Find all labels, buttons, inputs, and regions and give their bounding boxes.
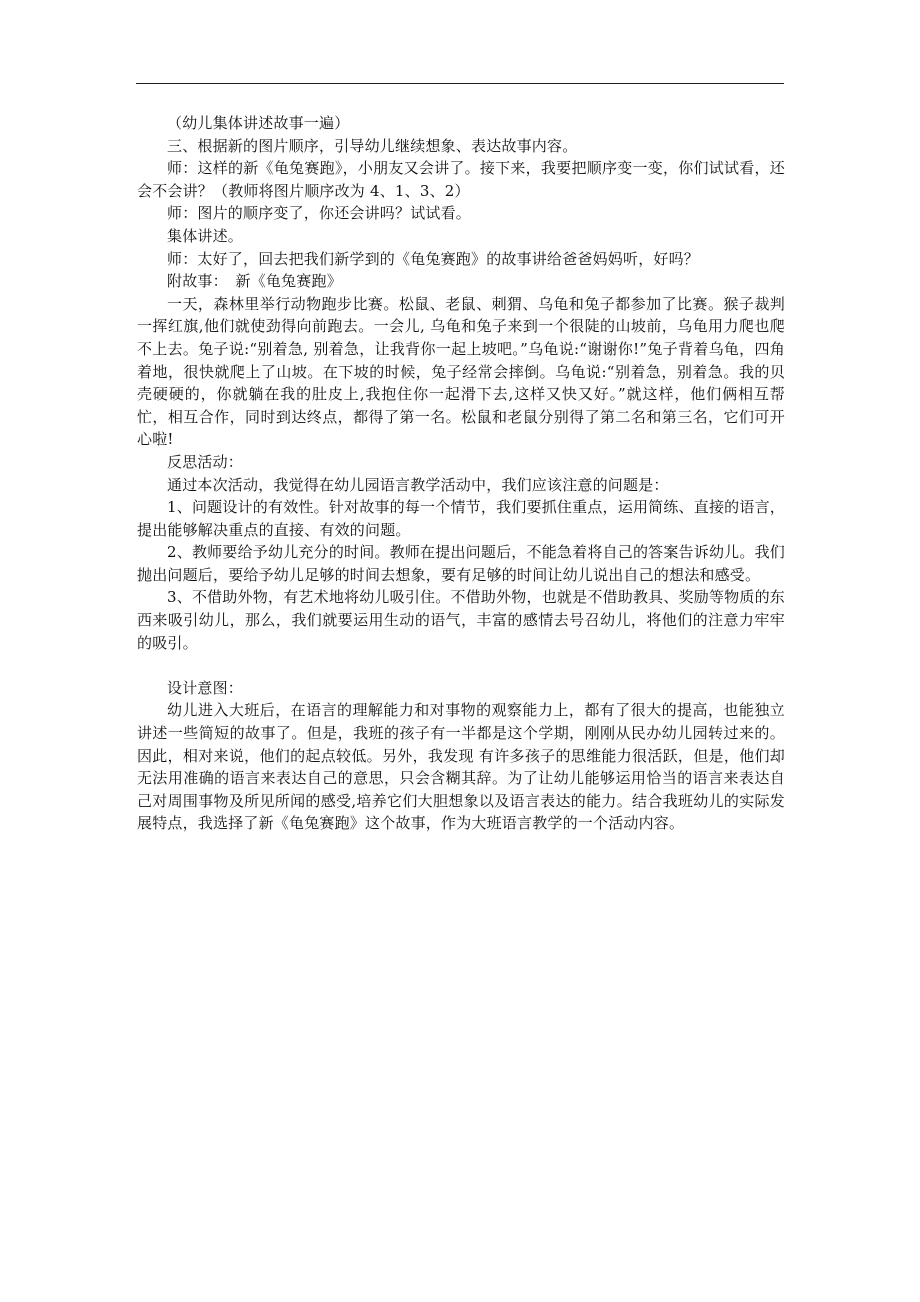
paragraph-reflection-point-2: 2、教师要给予幼儿充分的时间。教师在提出问题后，不能急着将自己的答案告诉幼儿。我们抛出问题后，要给予幼儿足够的时间去想象，要有足够的时间让幼儿说出自己的想法和感受。 — [137, 543, 785, 584]
document-body — [137, 112, 785, 835]
paragraph-design-heading: 设计意图： — [167, 678, 244, 697]
header-rule — [136, 83, 784, 84]
paragraph-reflection-point-3: 3、不借助外物，有艺术地将幼儿吸引住。不借助外物，也就是不借助教具、奖励等物质的东西来吸引幼儿，那么，我们就要运用生动的语气，丰富的感情去号召幼儿，将他们的注意力牢牢的吸引。 — [137, 588, 785, 652]
paragraph-teacher-try: 师：图片的顺序变了，你还会讲吗？试试看。 — [167, 204, 472, 223]
blank-line — [137, 654, 785, 677]
paragraph-reflection-point-1: 1、问题设计的有效性。针对故事的每一个情节，我们要抓住重点，运用简练、直接的语言，提出能够解决重点的直接、有效的问题。 — [137, 498, 785, 539]
paragraph-reflection-intro: 通过本次活动，我觉得在幼儿园语言教学活动中，我们应该注意的问题是： — [167, 475, 669, 494]
paragraph-retell-note: （幼儿集体讲述故事一遍） — [167, 114, 350, 132]
paragraph-teacher-homework: 师：太好了，回去把我们新学到的《龟兔赛跑》的故事讲给爸爸妈妈听，好吗？ — [167, 249, 700, 268]
paragraph-group-retell: 集体讲述。 — [167, 226, 244, 245]
paragraph-design-text: 幼儿进入大班后，在语言的理解能力和对事物的观察能力上，都有了很大的提高，也能独立讲述一些简短的故事了。但是，我班的孩子有一半都是这个学期，刚刚从民办幼儿园转过来的。因此，相对来说，他们的起点较低。另外，我发现 有许多孩子的思维能力很活跃，但是，他们却无法用准确的语言来表达自己的意思，只会含糊其辞。为了让幼儿能够运用恰当的语言来表达自己对周围事物及所见所闻的感受,培养它们大胆想象以及语言表达的能力。结合我班幼儿的实际发展特点，我选择了新《龟兔赛跑》这个故事，作为大班语言教学的一个活动内容。 — [137, 701, 785, 833]
paragraph-teacher-reorder: 师：这样的新《龟兔赛跑》，小朋友又会讲了。接下来，我要把顺序变一变，你们试试看，还会不会讲？（教师将图片顺序改为 4、1、3、2） — [137, 159, 785, 200]
paragraph-step-three: 三、根据新的图片顺序，引导幼儿继续想象、表达故事内容。 — [167, 136, 578, 155]
paragraph-story-heading: 附故事： 新《龟兔赛跑》 — [167, 272, 342, 291]
paragraph-story-text: 一天，森林里举行动物跑步比赛。松鼠、老鼠、刺猬、乌龟和兔子都参加了比赛。猴子裁判一挥红旗,他们就使劲得向前跑去。一会儿, 乌龟和兔子来到一个很陡的山坡前，乌龟用力爬也爬不上去。兔子说:“别着急, 别着急，让我背你一起上坡吧。”乌龟说:“谢谢你!”兔子背着乌龟，四角着地，很快就爬上了山坡。在下坡的时候，兔子经常会摔倒。乌龟说:“别着急，别着急。我的贝壳硬硬的，你就躺在我的肚皮上,我抱住你一起滑下去,这样又快又好。”就这样，他们俩相互帮忙，相互合作，同时到达终点，都得了第一名。松鼠和老鼠分别得了第二名和第三名，它们可开心啦! — [137, 294, 785, 449]
paragraph-reflection-heading: 反思活动： — [167, 452, 244, 471]
